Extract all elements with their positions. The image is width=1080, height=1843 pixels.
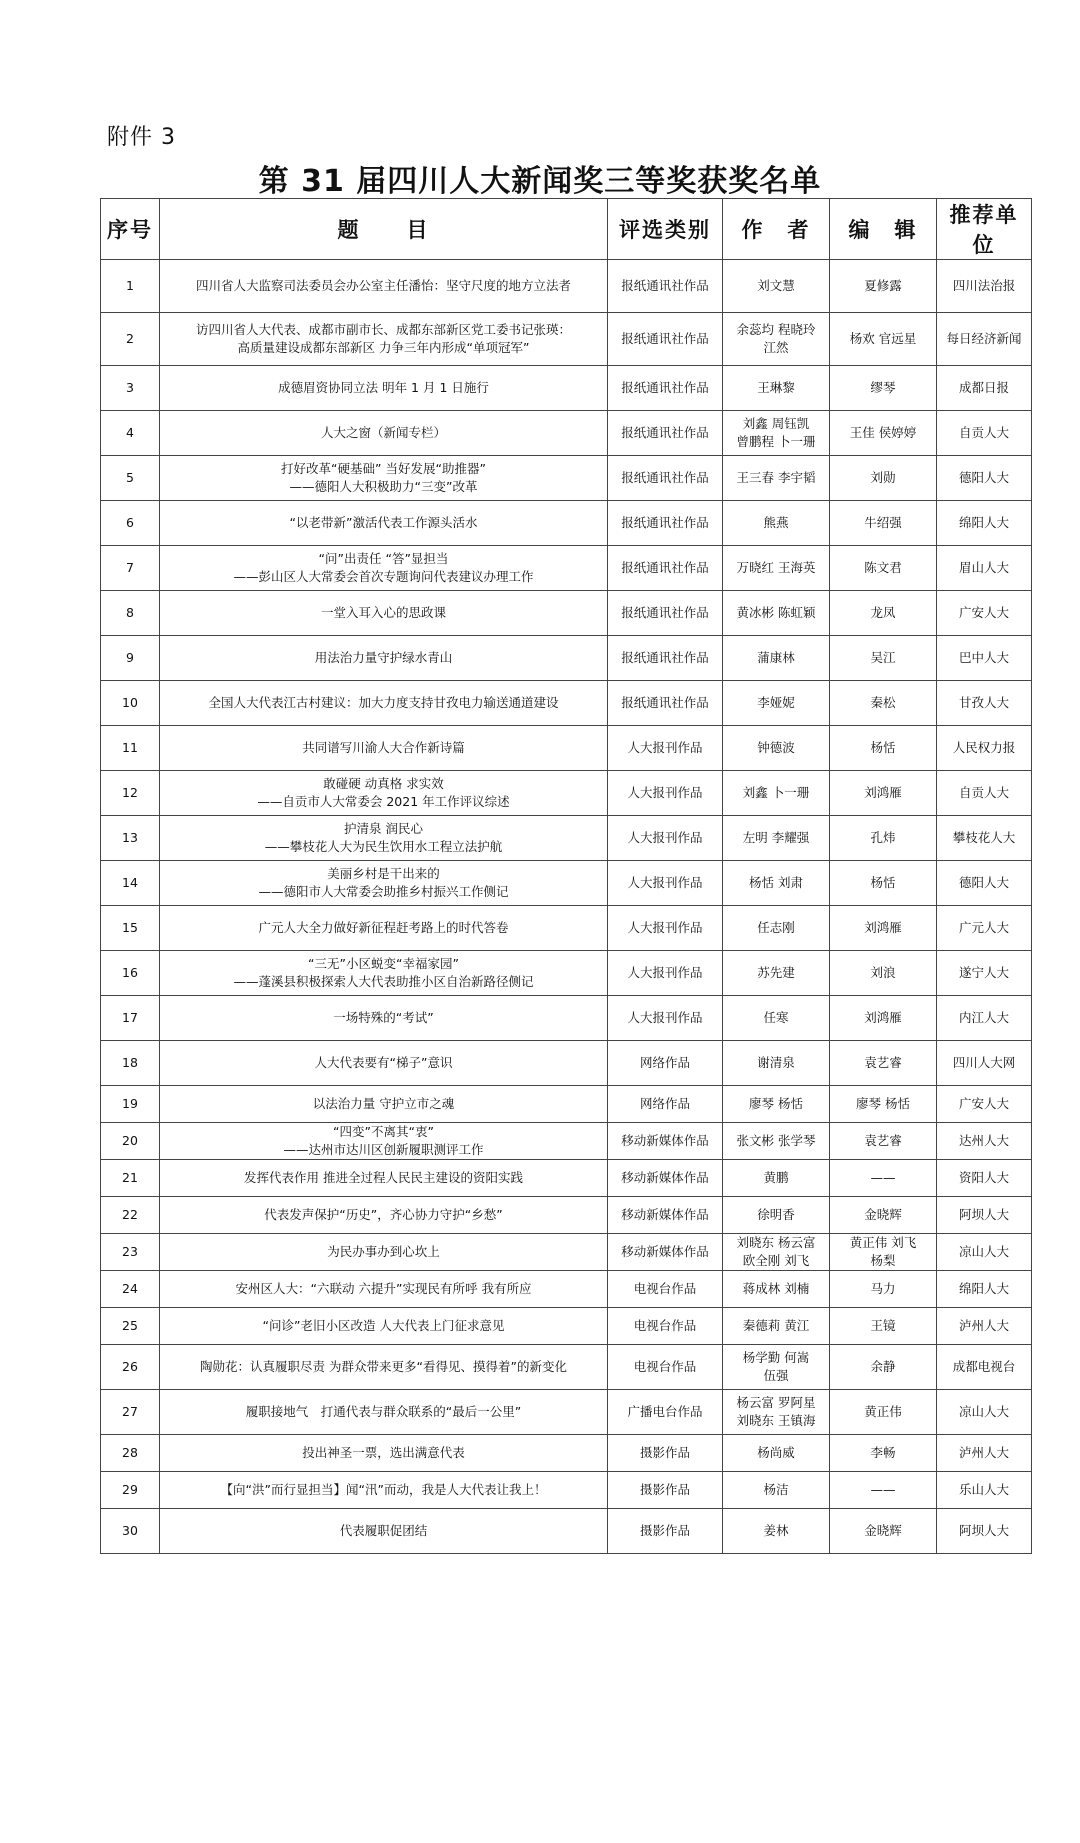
header-editor: 编 辑: [830, 199, 937, 260]
row-category: 网络作品: [608, 1086, 723, 1123]
row-author: 刘鑫 卜一珊: [723, 771, 830, 816]
table-row: [101, 636, 1032, 681]
row-unit: 泸州人大: [937, 1435, 1032, 1472]
row-number: 8: [101, 591, 160, 636]
table-row: [101, 1435, 1032, 1472]
row-author: 余蕊均 程晓玲 江然: [723, 313, 830, 366]
row-editor: 廖琴 杨恬: [830, 1086, 937, 1123]
row-unit: 人民权力报: [937, 726, 1032, 771]
row-title: 以法治力量 守护立市之魂: [160, 1086, 608, 1123]
row-number: 3: [101, 366, 160, 411]
row-category: 人大报刊作品: [608, 906, 723, 951]
row-editor: 金晓辉: [830, 1197, 937, 1234]
row-title: 打好改革“硬基础” 当好发展“助推器” ——德阳人大积极助力“三变”改革: [160, 456, 608, 501]
row-number: 6: [101, 501, 160, 546]
row-title: 人大之窗（新闻专栏）: [160, 411, 608, 456]
row-number: 13: [101, 816, 160, 861]
row-unit: 眉山人大: [937, 546, 1032, 591]
table-row: [101, 1234, 1032, 1271]
row-unit: 阿坝人大: [937, 1509, 1032, 1554]
row-number: 26: [101, 1345, 160, 1390]
row-number: 1: [101, 260, 160, 313]
row-category: 电视台作品: [608, 1271, 723, 1308]
row-editor: 夏修露: [830, 260, 937, 313]
document-title: 第 31 届四川人大新闻奖三等奖获奖名单: [258, 164, 822, 199]
row-number: 7: [101, 546, 160, 591]
table-row: [101, 771, 1032, 816]
row-title: 为民办事办到心坎上: [160, 1234, 608, 1271]
row-number: 28: [101, 1435, 160, 1472]
row-title: 代表发声保护“历史”，齐心协力守护“乡愁”: [160, 1197, 608, 1234]
row-unit: 遂宁人大: [937, 951, 1032, 996]
row-category: 报纸通讯社作品: [608, 501, 723, 546]
table-row: [101, 816, 1032, 861]
row-title: 人大代表要有“梯子”意识: [160, 1041, 608, 1086]
header-author: 作 者: [723, 199, 830, 260]
row-category: 报纸通讯社作品: [608, 681, 723, 726]
table-row: [101, 1472, 1032, 1509]
row-editor: ——: [830, 1472, 937, 1509]
row-editor: 牛绍强: [830, 501, 937, 546]
row-editor: 刘鸿雁: [830, 996, 937, 1041]
attachment-label: 附件 3: [107, 125, 176, 150]
row-title: 广元人大全力做好新征程赶考路上的时代答卷: [160, 906, 608, 951]
table-row: [101, 313, 1032, 366]
row-unit: 攀枝花人大: [937, 816, 1032, 861]
table-row: [101, 591, 1032, 636]
row-number: 11: [101, 726, 160, 771]
row-title: 敢碰硬 动真格 求实效 ——自贡市人大常委会 2021 年工作评议综述: [160, 771, 608, 816]
row-category: 广播电台作品: [608, 1390, 723, 1435]
row-author: 杨恬 刘肃: [723, 861, 830, 906]
row-editor: 刘勋: [830, 456, 937, 501]
row-unit: 自贡人大: [937, 411, 1032, 456]
row-author: 秦德莉 黄江: [723, 1308, 830, 1345]
row-title: “问”出责任 “答”显担当 ——彭山区人大常委会首次专题询问代表建议办理工作: [160, 546, 608, 591]
row-category: 报纸通讯社作品: [608, 456, 723, 501]
row-number: 22: [101, 1197, 160, 1234]
table-row: [101, 1345, 1032, 1390]
row-unit: 成都电视台: [937, 1345, 1032, 1390]
row-editor: 刘鸿雁: [830, 771, 937, 816]
row-author: 谢清泉: [723, 1041, 830, 1086]
row-editor: 黄正伟 刘飞 杨梨: [830, 1234, 937, 1271]
row-author: 王三春 李宇韬: [723, 456, 830, 501]
row-category: 人大报刊作品: [608, 771, 723, 816]
row-author: 廖琴 杨恬: [723, 1086, 830, 1123]
row-author: 姜林: [723, 1509, 830, 1554]
awards-table: [100, 198, 1032, 1554]
row-unit: 凉山人大: [937, 1390, 1032, 1435]
row-unit: 资阳人大: [937, 1160, 1032, 1197]
row-number: 23: [101, 1234, 160, 1271]
row-category: 移动新媒体作品: [608, 1234, 723, 1271]
row-category: 报纸通讯社作品: [608, 591, 723, 636]
row-unit: 达州人大: [937, 1123, 1032, 1160]
row-author: 任志刚: [723, 906, 830, 951]
row-author: 杨云富 罗阿星 刘晓东 王镇海: [723, 1390, 830, 1435]
table-row: [101, 951, 1032, 996]
row-number: 14: [101, 861, 160, 906]
row-title: 访四川省人大代表、成都市副市长、成都东部新区党工委书记张瑛： 高质量建设成都东部新区 力争三年内形成“单项冠军”: [160, 313, 608, 366]
row-unit: 四川法治报: [937, 260, 1032, 313]
row-title: 履职接地气 打通代表与群众联系的“最后一公里”: [160, 1390, 608, 1435]
row-editor: 杨恬: [830, 726, 937, 771]
row-category: 报纸通讯社作品: [608, 546, 723, 591]
row-number: 5: [101, 456, 160, 501]
row-category: 人大报刊作品: [608, 861, 723, 906]
row-number: 9: [101, 636, 160, 681]
row-author: 黄冰彬 陈虹颖: [723, 591, 830, 636]
row-editor: 余静: [830, 1345, 937, 1390]
row-editor: 孔炜: [830, 816, 937, 861]
row-unit: 巴中人大: [937, 636, 1032, 681]
row-unit: 自贡人大: [937, 771, 1032, 816]
row-editor: 秦松: [830, 681, 937, 726]
row-title: 全国人大代表江古村建议：加大力度支持甘孜电力输送通道建设: [160, 681, 608, 726]
table-row: [101, 1509, 1032, 1554]
table-row: [101, 1041, 1032, 1086]
row-category: 移动新媒体作品: [608, 1160, 723, 1197]
row-category: 摄影作品: [608, 1472, 723, 1509]
row-number: 25: [101, 1308, 160, 1345]
row-author: 刘文慧: [723, 260, 830, 313]
row-unit: 乐山人大: [937, 1472, 1032, 1509]
row-editor: 缪琴: [830, 366, 937, 411]
row-author: 苏先建: [723, 951, 830, 996]
row-category: 报纸通讯社作品: [608, 366, 723, 411]
row-author: 蒲康林: [723, 636, 830, 681]
row-unit: 绵阳人大: [937, 1271, 1032, 1308]
row-unit: 成都日报: [937, 366, 1032, 411]
row-editor: 王佳 侯婷婷: [830, 411, 937, 456]
table-row: [101, 546, 1032, 591]
row-category: 报纸通讯社作品: [608, 636, 723, 681]
row-editor: 李畅: [830, 1435, 937, 1472]
row-author: 蒋成林 刘楠: [723, 1271, 830, 1308]
table-row: [101, 260, 1032, 313]
table-row: [101, 1308, 1032, 1345]
row-unit: 德阳人大: [937, 456, 1032, 501]
header-no: 序号: [101, 199, 160, 260]
row-editor: 龙凤: [830, 591, 937, 636]
table-body: [101, 260, 1032, 1554]
row-author: 张文彬 张学琴: [723, 1123, 830, 1160]
row-unit: 内江人大: [937, 996, 1032, 1041]
row-editor: 杨恬: [830, 861, 937, 906]
header-category: 评选类别: [608, 199, 723, 260]
row-category: 人大报刊作品: [608, 996, 723, 1041]
row-unit: 广安人大: [937, 1086, 1032, 1123]
row-number: 4: [101, 411, 160, 456]
row-title: 一场特殊的“考试”: [160, 996, 608, 1041]
row-number: 12: [101, 771, 160, 816]
row-author: 刘晓东 杨云富 欧全刚 刘飞: [723, 1234, 830, 1271]
row-unit: 广安人大: [937, 591, 1032, 636]
row-title: 安州区人大：“六联动 六提升”实现民有所呼 我有所应: [160, 1271, 608, 1308]
row-editor: 袁艺睿: [830, 1041, 937, 1086]
row-editor: 吴江: [830, 636, 937, 681]
row-number: 15: [101, 906, 160, 951]
row-unit: 阿坝人大: [937, 1197, 1032, 1234]
row-author: 李娅妮: [723, 681, 830, 726]
row-title: 用法治力量守护绿水青山: [160, 636, 608, 681]
row-unit: 绵阳人大: [937, 501, 1032, 546]
table-row: [101, 1160, 1032, 1197]
row-author: 黄鹏: [723, 1160, 830, 1197]
row-number: 29: [101, 1472, 160, 1509]
row-category: 电视台作品: [608, 1308, 723, 1345]
row-title: 护清泉 润民心 ——攀枝花人大为民生饮用水工程立法护航: [160, 816, 608, 861]
table-row: [101, 726, 1032, 771]
row-author: 杨尚威: [723, 1435, 830, 1472]
row-title: “以老带新”激活代表工作源头活水: [160, 501, 608, 546]
row-unit: 德阳人大: [937, 861, 1032, 906]
row-title: 共同谱写川渝人大合作新诗篇: [160, 726, 608, 771]
table-row: [101, 411, 1032, 456]
row-editor: 黄正伟: [830, 1390, 937, 1435]
row-unit: 凉山人大: [937, 1234, 1032, 1271]
row-title: “问诊”老旧小区改造 人大代表上门征求意见: [160, 1308, 608, 1345]
row-number: 24: [101, 1271, 160, 1308]
row-title: 【向“洪”而行显担当】闻“汛”而动，我是人大代表让我上！: [160, 1472, 608, 1509]
table-row: [101, 1197, 1032, 1234]
row-category: 摄影作品: [608, 1509, 723, 1554]
table-row: [101, 366, 1032, 411]
row-editor: 刘浪: [830, 951, 937, 996]
row-author: 钟德波: [723, 726, 830, 771]
row-author: 杨洁: [723, 1472, 830, 1509]
row-unit: 四川人大网: [937, 1041, 1032, 1086]
row-category: 移动新媒体作品: [608, 1123, 723, 1160]
row-unit: 甘孜人大: [937, 681, 1032, 726]
row-category: 电视台作品: [608, 1345, 723, 1390]
row-editor: 杨欢 官远星: [830, 313, 937, 366]
row-number: 18: [101, 1041, 160, 1086]
row-number: 2: [101, 313, 160, 366]
table-row: [101, 681, 1032, 726]
row-editor: 袁艺睿: [830, 1123, 937, 1160]
row-author: 徐明香: [723, 1197, 830, 1234]
row-number: 16: [101, 951, 160, 996]
row-editor: ——: [830, 1160, 937, 1197]
row-category: 人大报刊作品: [608, 726, 723, 771]
table-row: [101, 1390, 1032, 1435]
row-title: “三无”小区蜕变“幸福家园” ——蓬溪县积极探索人大代表助推小区自治新路径侧记: [160, 951, 608, 996]
row-number: 10: [101, 681, 160, 726]
row-editor: 刘鸿雁: [830, 906, 937, 951]
row-author: 杨学勤 何嵩 伍强: [723, 1345, 830, 1390]
row-number: 20: [101, 1123, 160, 1160]
row-category: 移动新媒体作品: [608, 1197, 723, 1234]
row-number: 21: [101, 1160, 160, 1197]
row-category: 人大报刊作品: [608, 816, 723, 861]
row-number: 19: [101, 1086, 160, 1123]
row-author: 左明 李耀强: [723, 816, 830, 861]
table-row: [101, 1123, 1032, 1160]
row-number: 17: [101, 996, 160, 1041]
row-title: 一堂入耳入心的思政课: [160, 591, 608, 636]
row-author: 任寒: [723, 996, 830, 1041]
row-author: 刘鑫 周钰凯 曾鹏程 卜一珊: [723, 411, 830, 456]
table-row: [101, 906, 1032, 951]
row-title: 成德眉资协同立法 明年 1 月 1 日施行: [160, 366, 608, 411]
row-author: 熊燕: [723, 501, 830, 546]
row-editor: 马力: [830, 1271, 937, 1308]
row-category: 报纸通讯社作品: [608, 411, 723, 456]
row-category: 网络作品: [608, 1041, 723, 1086]
row-title: 美丽乡村是干出来的 ——德阳市人大常委会助推乡村振兴工作侧记: [160, 861, 608, 906]
table-row: [101, 996, 1032, 1041]
row-author: 万晓红 王海英: [723, 546, 830, 591]
row-title: 发挥代表作用 推进全过程人民民主建设的资阳实践: [160, 1160, 608, 1197]
row-category: 人大报刊作品: [608, 951, 723, 996]
table-row: [101, 861, 1032, 906]
row-editor: 王镜: [830, 1308, 937, 1345]
table-header-row: [101, 199, 1032, 260]
row-unit: 广元人大: [937, 906, 1032, 951]
table-row: [101, 456, 1032, 501]
row-author: 王琳黎: [723, 366, 830, 411]
row-category: 摄影作品: [608, 1435, 723, 1472]
row-number: 27: [101, 1390, 160, 1435]
table-row: [101, 501, 1032, 546]
row-title: 投出神圣一票，选出满意代表: [160, 1435, 608, 1472]
header-unit: 推荐单位: [937, 199, 1032, 260]
header-title: 题 目: [160, 199, 608, 260]
row-title: “四变”不离其“衷” ——达州市达川区创新履职测评工作: [160, 1123, 608, 1160]
row-title: 四川省人大监察司法委员会办公室主任潘怡：坚守尺度的地方立法者: [160, 260, 608, 313]
row-category: 报纸通讯社作品: [608, 260, 723, 313]
row-unit: 泸州人大: [937, 1308, 1032, 1345]
row-unit: 每日经济新闻: [937, 313, 1032, 366]
table-row: [101, 1086, 1032, 1123]
table-row: [101, 1271, 1032, 1308]
row-category: 报纸通讯社作品: [608, 313, 723, 366]
row-number: 30: [101, 1509, 160, 1554]
row-editor: 陈文君: [830, 546, 937, 591]
row-editor: 金晓辉: [830, 1509, 937, 1554]
row-title: 陶勋花：认真履职尽责 为群众带来更多“看得见、摸得着”的新变化: [160, 1345, 608, 1390]
row-title: 代表履职促团结: [160, 1509, 608, 1554]
